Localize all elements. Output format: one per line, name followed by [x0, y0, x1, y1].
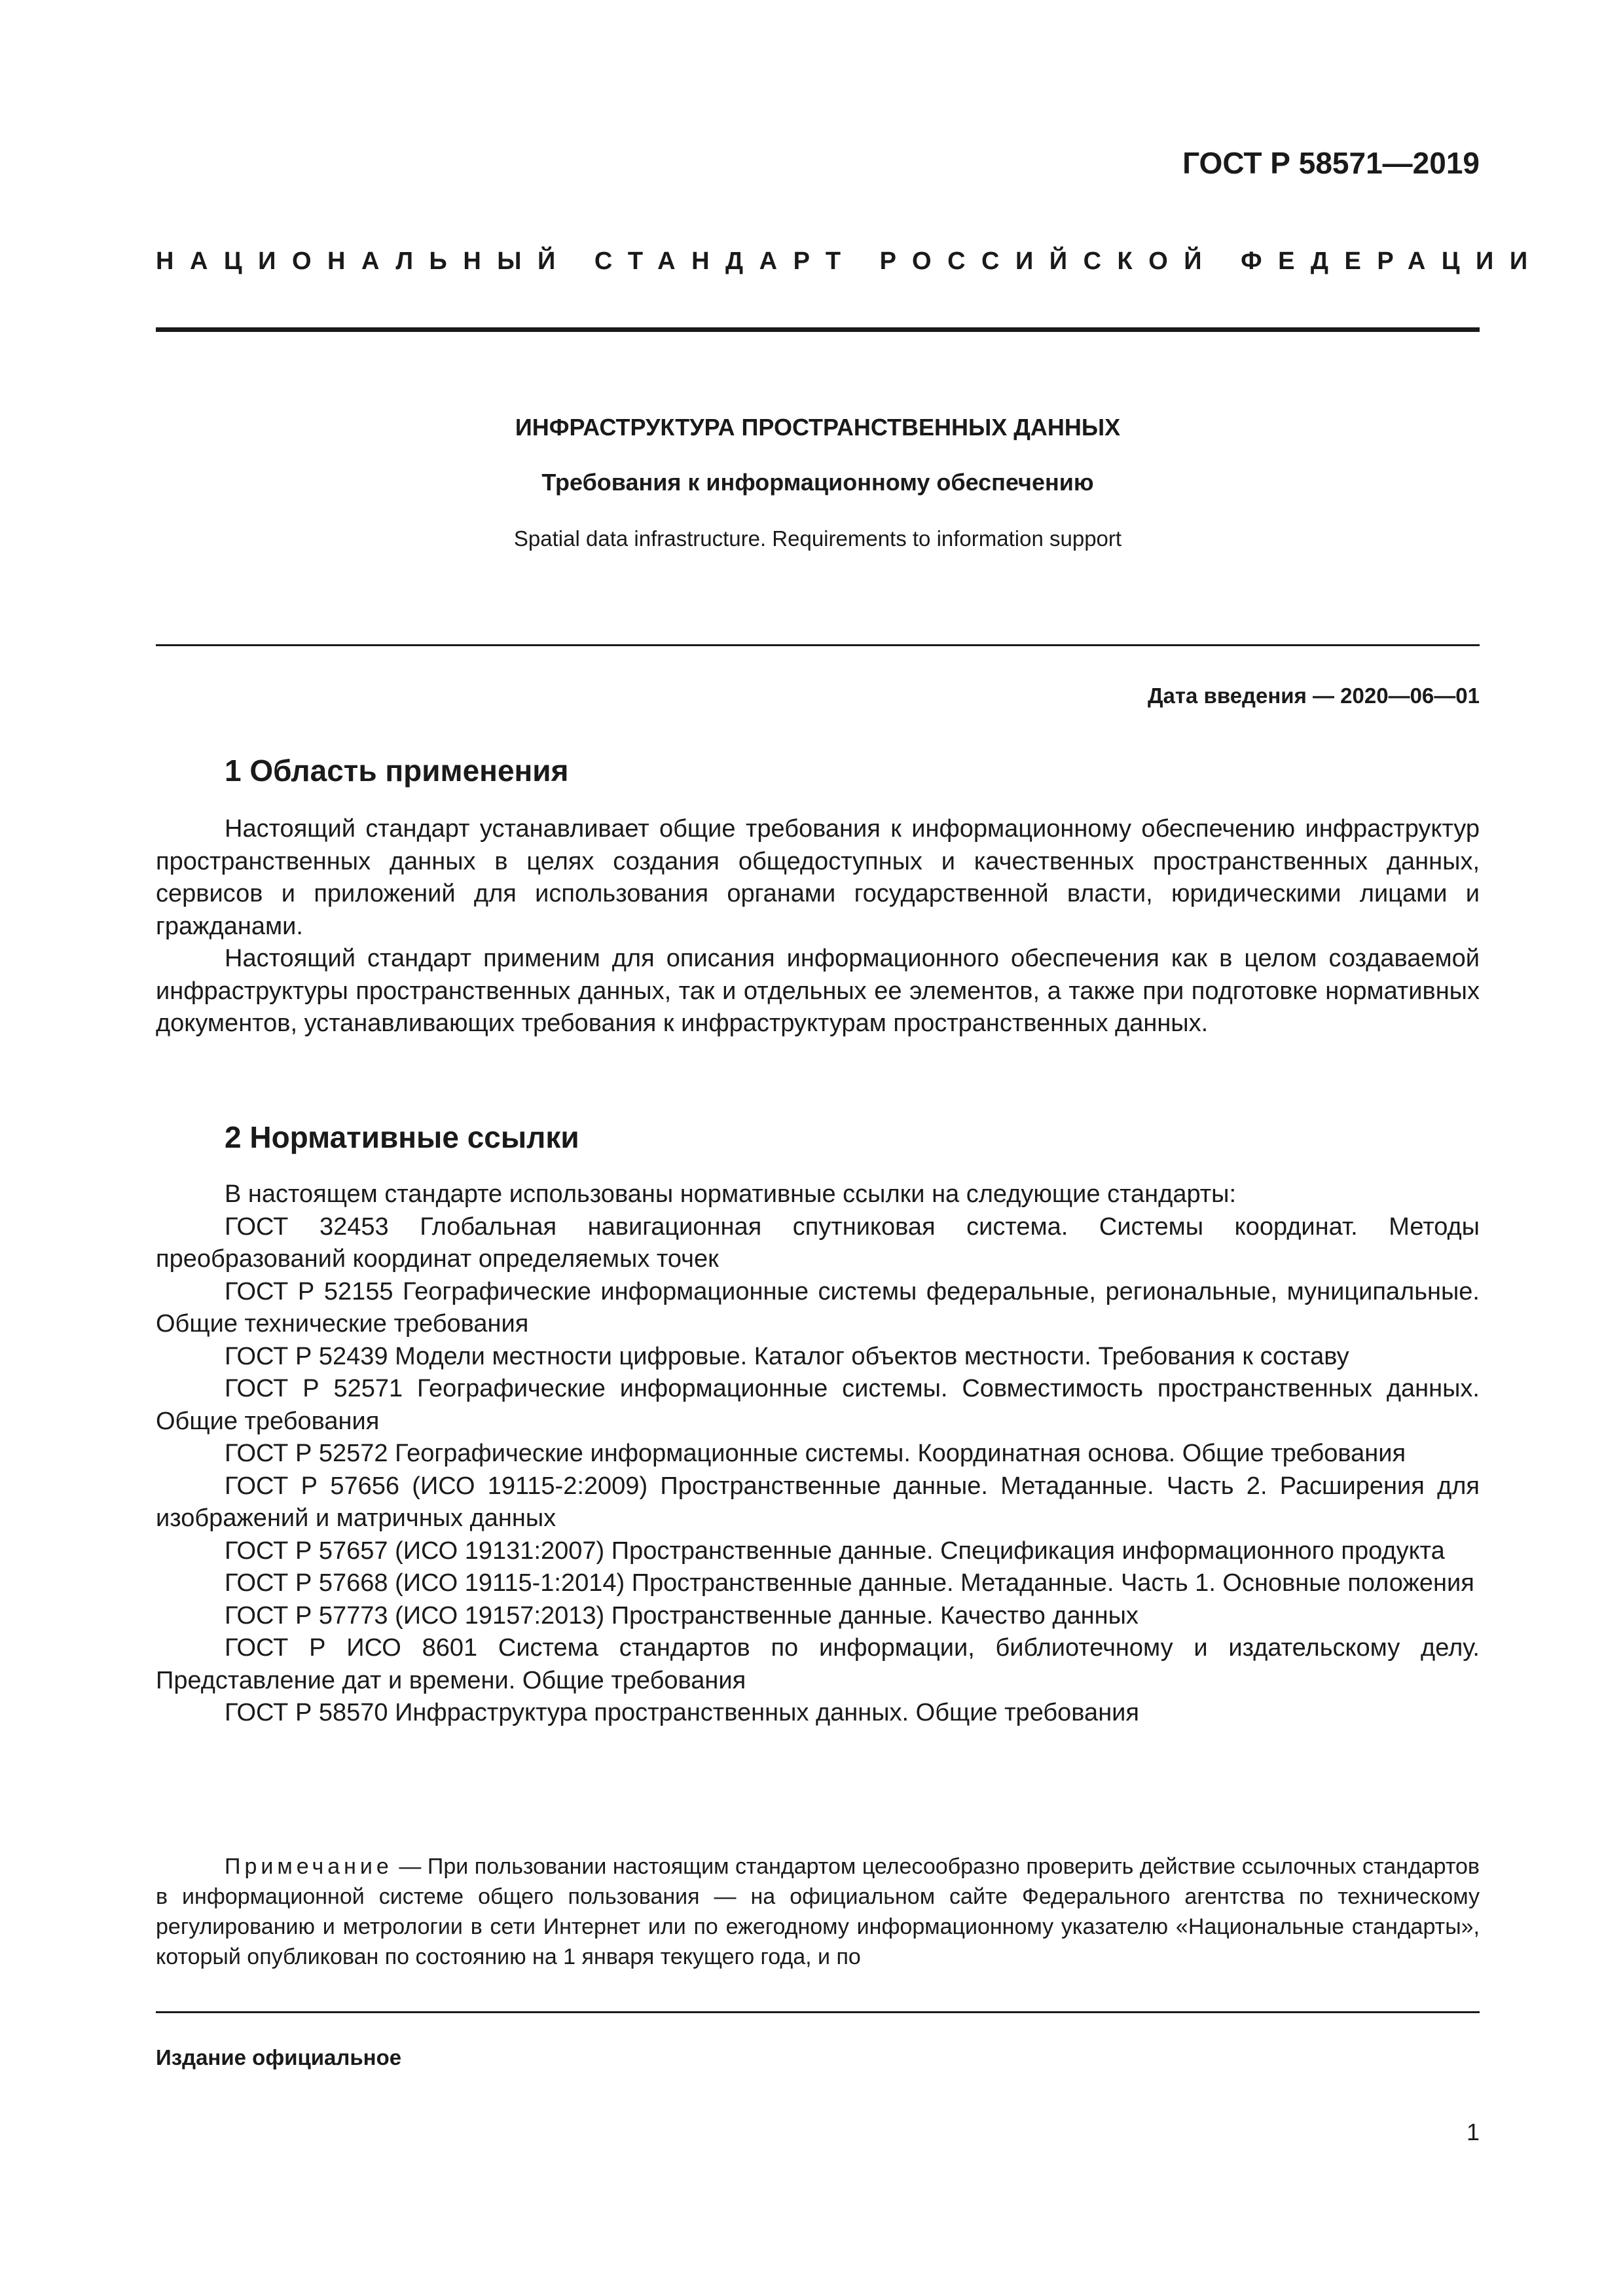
reference-item: ГОСТ Р 58570 Инфраструктура пространственных данных. Общие требования	[225, 1699, 1139, 1726]
footer-divider	[156, 2011, 1480, 2013]
national-standard-banner: НАЦИОНАЛЬНЫЙ СТАНДАРТ РОССИЙСКОЙ ФЕДЕРАЦИИ	[156, 247, 1544, 275]
reference-item: ГОСТ Р 52571 Географические информационные системы. Совместимость пространственных данных. Общие требования	[156, 1375, 1480, 1435]
section-2-heading: 2 Нормативные ссылки	[225, 1120, 579, 1154]
edition-label: Издание официальное	[156, 2045, 402, 2069]
section-1-paragraph: Настоящий стандарт устанавливает общие требования к информационному обеспечению инфраструктур пространственных данных в целях создания общедоступных и качественных пространственных данных, сервисов и приложений для использования органами государственной власти, юридическими лицами и гражданами.	[156, 815, 1480, 940]
references-intro: В настоящем стандарте использованы нормативные ссылки на следующие стандарты:	[225, 1180, 1237, 1208]
note-label: Примечание	[225, 1854, 393, 1879]
note-paragraph	[156, 1851, 1480, 1972]
reference-item: ГОСТ Р 52439 Модели местности цифровые. Каталог объектов местности. Требования к составу	[225, 1342, 1349, 1370]
reference-item: ГОСТ Р 52572 Географические информационные системы. Координатная основа. Общие требования	[225, 1440, 1406, 1467]
document-subtitle: Требования к информационному обеспечению	[541, 469, 1094, 496]
section-2-body	[156, 1178, 1480, 1730]
page-number: 1	[1466, 2119, 1480, 2145]
note-text: — При пользовании настоящим стандартом целесообразно проверить действие ссылочных стандартов в информационной системе общего пользования — на официальном сайте Федерального агентства по техническому регулированию и метрологии в сети Интернет или по ежегодному информационному указателю «Национальные стандарты», который опубликован по состоянию на 1 января текущего года, и по	[156, 1854, 1480, 1969]
section-1-body	[156, 813, 1480, 1040]
section-1-paragraph: Настоящий стандарт применим для описания информационного обеспечения как в целом создаваемой инфраструктуры пространственных данных, так и отдельных ее элементов, а также при подготовке нормативных документов, устанавливающих требования к инфраструктурам пространственных данных.	[156, 945, 1480, 1037]
reference-item: ГОСТ Р 57657 (ИСО 19131:2007) Пространственные данные. Спецификация информационного продукта	[225, 1537, 1445, 1565]
document-title: ИНФРАСТРУКТУРА ПРОСТРАНСТВЕННЫХ ДАННЫХ	[515, 414, 1121, 441]
reference-item: ГОСТ Р 52155 Географические информационные системы федеральные, региональные, муниципальные. Общие технические требования	[156, 1277, 1480, 1338]
section-1-heading: 1 Область применения	[225, 754, 569, 788]
introduction-date: Дата введения — 2020—06—01	[1148, 683, 1480, 708]
reference-item: ГОСТ Р 57773 (ИСО 19157:2013) Пространственные данные. Качество данных	[225, 1601, 1139, 1630]
standard-number: ГОСТ Р 58571—2019	[1182, 146, 1480, 180]
title-divider	[156, 644, 1480, 646]
reference-item: ГОСТ Р ИСО 8601 Система стандартов по информации, библиотечному и издательскому делу. Представление дат и времени. Общие требования	[156, 1634, 1480, 1694]
reference-item: ГОСТ Р 57668 (ИСО 19115-1:2014) Пространственные данные. Метаданные. Часть 1. Основные положения	[225, 1569, 1474, 1597]
reference-item: ГОСТ 32453 Глобальная навигационная спутниковая система. Системы координат. Методы преобразований координат определяемых точек	[156, 1212, 1480, 1273]
document-title-english: Spatial data infrastructure. Requirements to information support	[513, 526, 1122, 551]
reference-item: ГОСТ Р 57656 (ИСО 19115-2:2009) Пространственные данные. Метаданные. Часть 2. Расширения для изображений и матричных данных	[156, 1472, 1480, 1532]
header-divider	[156, 327, 1480, 332]
note-block	[156, 1851, 1480, 1972]
